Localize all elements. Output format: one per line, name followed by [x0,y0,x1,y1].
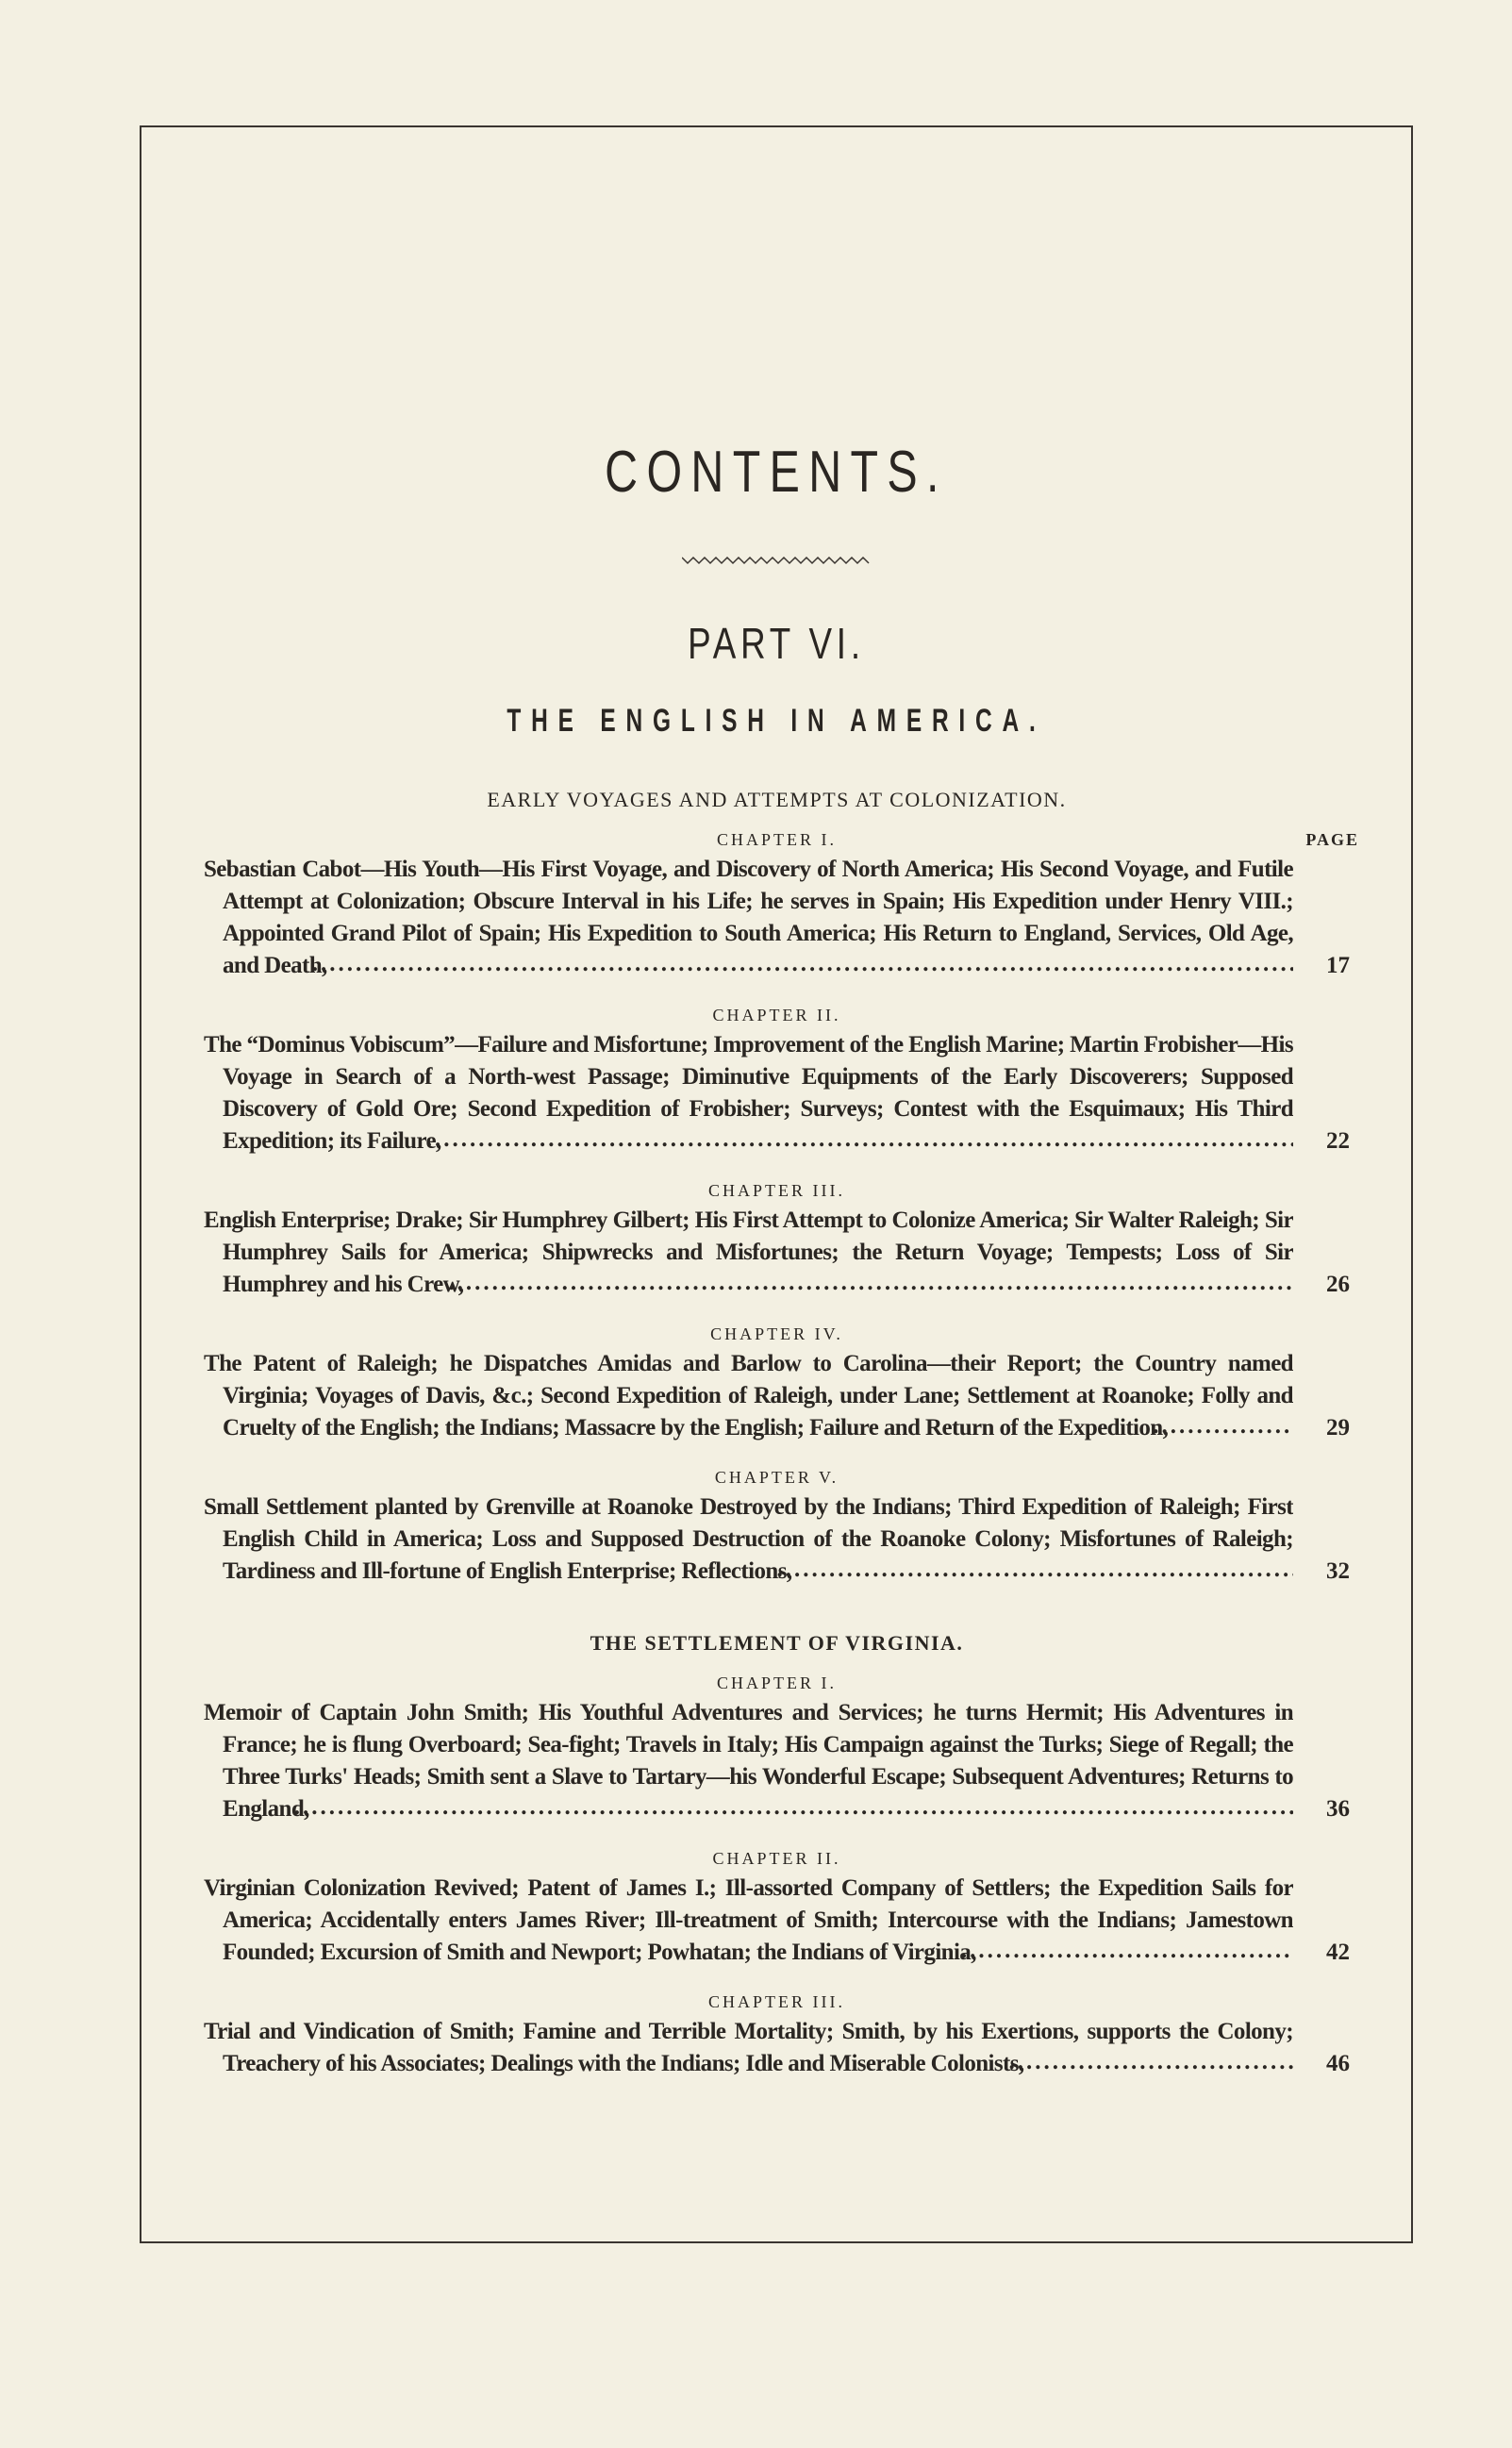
toc-entry-text: Trial and Vindication of Smith; Famine and Terrible Mortality; Smith, by his Exertions, supports the Colony; Treachery of his Associates; Dealings with the Indians; Idle and Miserable Colonists, [204,2019,1293,2076]
page-number: 29 [1326,1415,1350,1440]
toc-entry-text: English Enterprise; Drake; Sir Humphrey Gilbert; His First Attempt to Colonize America; Sir Walter Raleigh; Sir Humphrey Sails for America; Shipwrecks and Misfortunes; the Return Voyage; Tempests; Loss of Sir Humphrey and his Crew, [204,1207,1293,1297]
chapter-heading-label: CHAPTER I. [716,1674,837,1692]
page-number: 22 [1326,1128,1350,1154]
chapter-heading [204,1176,1350,1205]
wavy-ornament-icon [141,552,1411,571]
toc-entry-text: Small Settlement planted by Grenville at Roanoke Destroyed by the Indians; Third Expedition of Raleigh; First English Child in America; Loss and Supposed Destruction of the Roanoke Colony; Misfortunes of Raleigh; Tardiness and Ill-fortune of English Enterprise; Reflections, [204,1494,1293,1584]
toc-entry-text-block [204,1205,1293,1301]
toc-entry-text-block [204,1697,1293,1825]
chapter-heading [204,1001,1350,1029]
chapter-heading-label: CHAPTER I. [716,830,837,849]
part-subtitle: THE ENGLISH IN AMERICA. [507,703,1046,739]
chapter-heading-label: CHAPTER II. [712,1006,841,1024]
toc-entry [204,1348,1350,1444]
toc-entry [204,1697,1350,1825]
chapter-heading-label: CHAPTER IV. [710,1324,843,1343]
toc-entry [204,2016,1350,2080]
chapter-heading-label: CHAPTER V. [714,1468,839,1487]
section-heading: EARLY VOYAGES AND ATTEMPTS AT COLONIZATION. [487,788,1067,811]
toc-entry-text-block [204,1348,1293,1444]
toc-entry [204,1873,1350,1969]
chapter-heading [204,1320,1350,1348]
toc-entry-text: The “Dominus Vobiscum”—Failure and Misfortune; Improvement of the English Marine; Martin Frobisher—His Voyage in Search of a North-west Passage; Diminutive Equipments of the Early Discoverers; Supposed Discovery of Gold Ore; Second Expedition of Frobisher; Surveys; Contest with the Esquimaux; His Third Expedition; its Failure, [204,1032,1293,1154]
toc-entry-text: Sebastian Cabot—His Youth—His First Voyage, and Discovery of North America; His Second Voyage, and Futile Attempt at Colonization; Obscure Interval in his Life; he serves in Spain; His Expedition under Henry VIII.; Appointed Grand Pilot of Spain; His Expedition to South America; His Return to England, Services, Old Age, and Death, [204,857,1293,978]
table-of-contents [204,788,1359,2099]
page-number: 32 [1326,1558,1350,1584]
chapter-heading [204,825,1359,854]
page-number: 17 [1326,953,1350,978]
page-number: 26 [1326,1272,1350,1297]
toc-entry-text-block [204,2016,1293,2080]
toc-entry-text-block [204,1491,1293,1588]
toc-entry [204,1205,1350,1301]
chapter-heading [204,1669,1350,1697]
toc-entry [204,1491,1350,1588]
toc-entry-text-block [204,1029,1293,1157]
chapter-heading [204,1844,1350,1873]
toc-entry [204,854,1350,982]
page-number: 42 [1326,1940,1350,1965]
page-number: 46 [1326,2051,1350,2076]
toc-entry-text: The Patent of Raleigh; he Dispatches Amidas and Barlow to Carolina—their Report; the Country named Virginia; Voyages of Davis, &c.; Second Expedition of Raleigh, under Lane; Settlement at Roanoke; Folly and Cruelty of the English; the Indians; Massacre by the English; Failure and Return of the Expedition, [204,1351,1293,1440]
toc-entry [204,1029,1350,1157]
page-number: 36 [1326,1796,1350,1822]
page-title: CONTENTS. [605,440,948,505]
page-border [140,125,1413,2243]
chapter-heading-label: CHAPTER III. [708,1992,845,2011]
chapter-heading [204,1988,1350,2016]
chapter-heading [204,1463,1350,1491]
toc-entry-text: Memoir of Captain John Smith; His Youthful Adventures and Services; he turns Hermit; His Adventures in France; he is flung Overboard; Sea-fight; Travels in Italy; His Campaign against the Turks; Siege of Regall; the Three Turks' Heads; Smith sent a Slave to Tartary—his Wonderful Escape; Subsequent Adventures; Returns to England, [204,1700,1293,1822]
toc-entry-text: Virginian Colonization Revived; Patent of James I.; Ill-assorted Company of Settlers; the Expedition Sails for America; Accidentally enters James River; Ill-treatment of Smith; Intercourse with the Indians; Jamestown Founded; Excursion of Smith and Newport; Powhatan; the Indians of Virginia, [204,1875,1293,1965]
toc-entry-text-block [204,1873,1293,1969]
toc-entry-text-block [204,854,1293,982]
chapter-heading-label: CHAPTER II. [712,1849,841,1868]
page-column-label: PAGE [1305,830,1359,849]
section-heading: THE SETTLEMENT OF VIRGINIA. [590,1631,964,1655]
part-heading: PART VI. [688,619,865,668]
chapter-heading-label: CHAPTER III. [708,1181,845,1200]
